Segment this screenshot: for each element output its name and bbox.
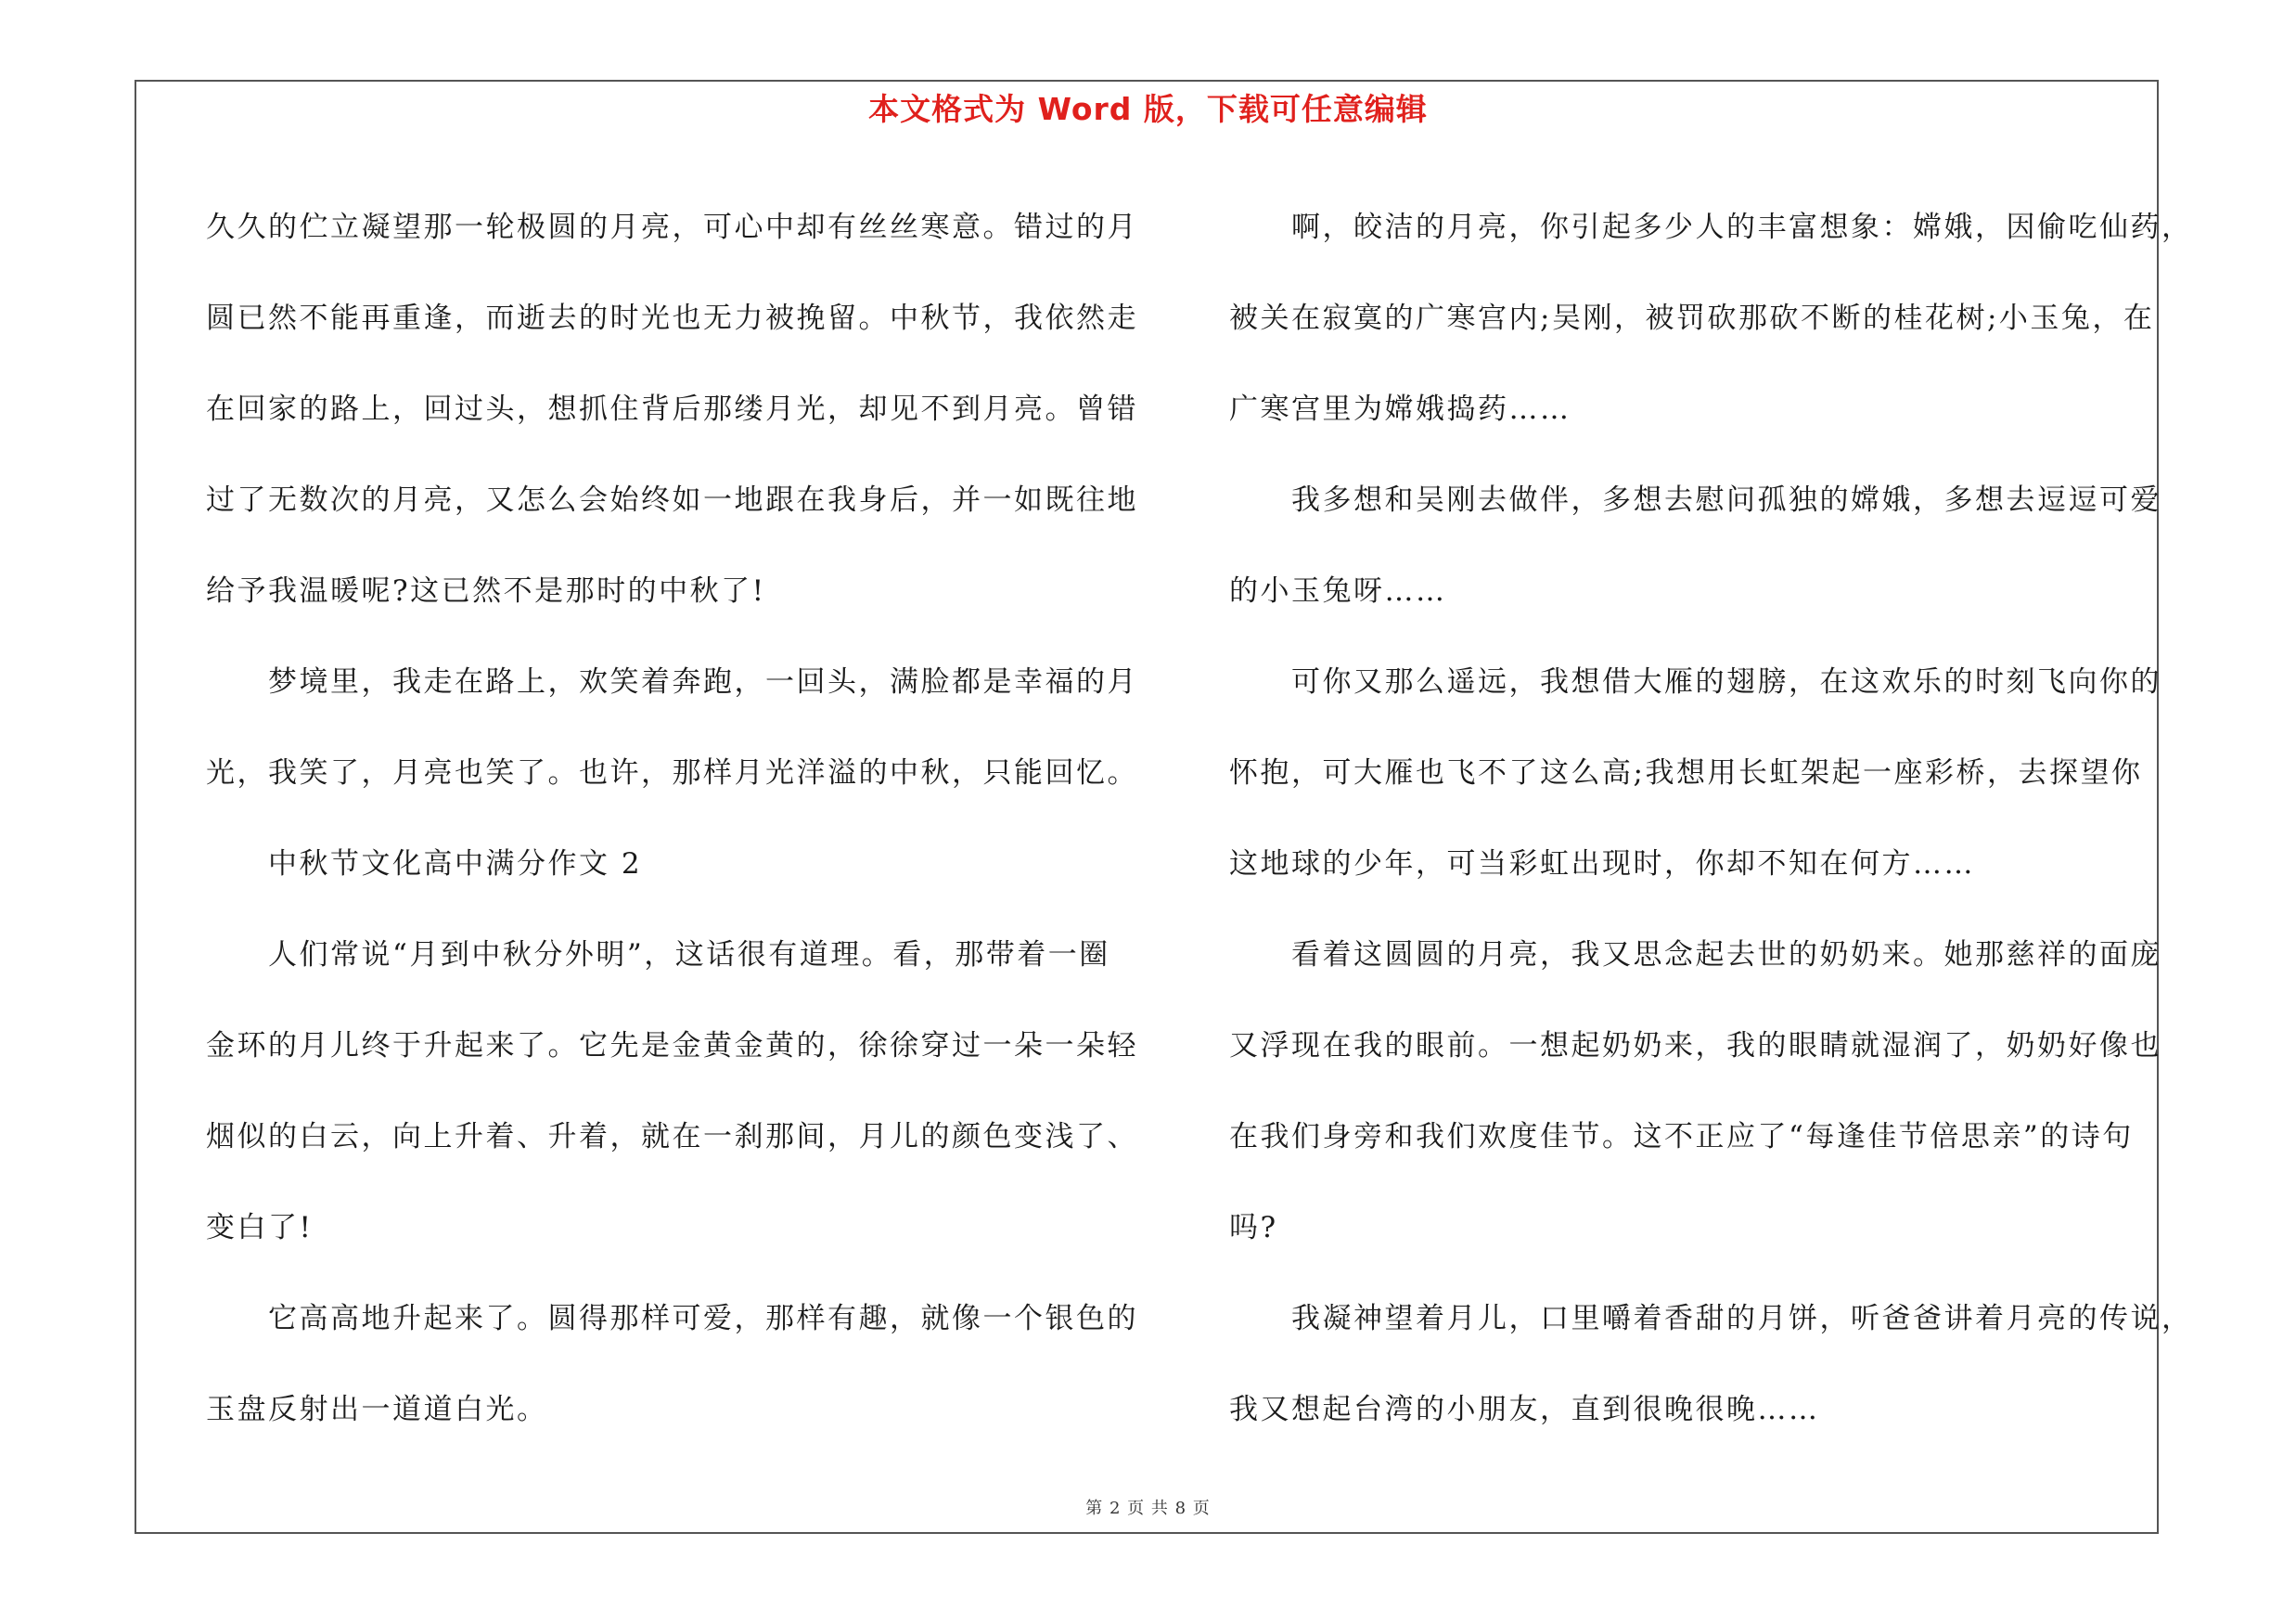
- text-line: 烟似的白云，向上升着、升着，就在一刹那间，月儿的颜色变浅了、: [206, 1120, 1138, 1153]
- text-line: 我多想和吴刚去做伴，多想去慰问孤独的嫦娥，多想去逗逗可爱: [1291, 483, 2161, 517]
- text-line: 圆已然不能再重逢，而逝去的时光也无力被挽留。中秋节，我依然走: [206, 302, 1138, 335]
- text-line: 光，我笑了，月亮也笑了。也许，那样月光洋溢的中秋，只能回忆。: [206, 756, 1138, 790]
- text-line: 中秋节文化高中满分作文 2: [268, 847, 643, 881]
- text-line: 广寒宫里为嫦娥捣药……: [1229, 393, 1571, 426]
- text-line: 久久的伫立凝望那一轮极圆的月亮，可心中却有丝丝寒意。错过的月: [206, 211, 1138, 244]
- text-line: 它高高地升起来了。圆得那样可爱，那样有趣，就像一个银色的: [268, 1302, 1138, 1335]
- format-banner: 本文格式为 Word 版，下载可任意编辑: [868, 91, 1428, 127]
- text-line: 又浮现在我的眼前。一想起奶奶来，我的眼睛就湿润了，奶奶好像也: [1229, 1029, 2161, 1063]
- text-line: 梦境里，我走在路上，欢笑着奔跑，一回头，满脸都是幸福的月: [268, 665, 1138, 699]
- text-line: 变白了!: [206, 1211, 314, 1244]
- text-line: 在我们身旁和我们欢度佳节。这不正应了“每逢佳节倍思亲”的诗句: [1229, 1120, 2134, 1153]
- text-line: 给予我温暖呢?这已然不是那时的中秋了!: [206, 574, 766, 608]
- text-line: 我又想起台湾的小朋友，直到很晚很晚……: [1229, 1393, 1820, 1426]
- text-line: 吗?: [1229, 1211, 1278, 1244]
- text-line: 看着这圆圆的月亮，我又思念起去世的奶奶来。她那慈祥的面庞: [1291, 938, 2161, 972]
- text-line: 人们常说“月到中秋分外明”，这话很有道理。看，那带着一圈: [268, 938, 1110, 972]
- text-line: 的小玉兔呀……: [1229, 574, 1447, 608]
- text-line: 玉盘反射出一道道白光。: [206, 1393, 548, 1426]
- text-line: 被关在寂寞的广寒宫内;吴刚，被罚砍那砍不断的桂花树;小玉兔，在: [1229, 302, 2155, 335]
- page-number-footer: 第 2 页 共 8 页: [1085, 1499, 1211, 1518]
- left-column: [206, 182, 1152, 1455]
- text-line: 金环的月儿终于升起来了。它先是金黄金黄的，徐徐穿过一朵一朵轻: [206, 1029, 1138, 1063]
- text-line: 这地球的少年，可当彩虹出现时，你却不知在何方……: [1229, 847, 1975, 881]
- text-line: 过了无数次的月亮，又怎么会始终如一地跟在我身后，并一如既往地: [206, 483, 1138, 517]
- text-line: 我凝神望着月儿，口里嚼着香甜的月饼，听爸爸讲着月亮的传说，: [1291, 1302, 2193, 1335]
- text-line: 啊，皎洁的月亮，你引起多少人的丰富想象：嫦娥，因偷吃仙药，: [1291, 211, 2193, 244]
- text-line: 在回家的路上，回过头，想抓住背后那缕月光，却见不到月亮。曾错: [206, 393, 1138, 426]
- right-column: [1229, 182, 2193, 1455]
- text-line: 可你又那么遥远，我想借大雁的翅膀，在这欢乐的时刻飞向你的: [1291, 665, 2161, 699]
- text-line: 怀抱，可大雁也飞不了这么高;我想用长虹架起一座彩桥，去探望你: [1229, 756, 2143, 790]
